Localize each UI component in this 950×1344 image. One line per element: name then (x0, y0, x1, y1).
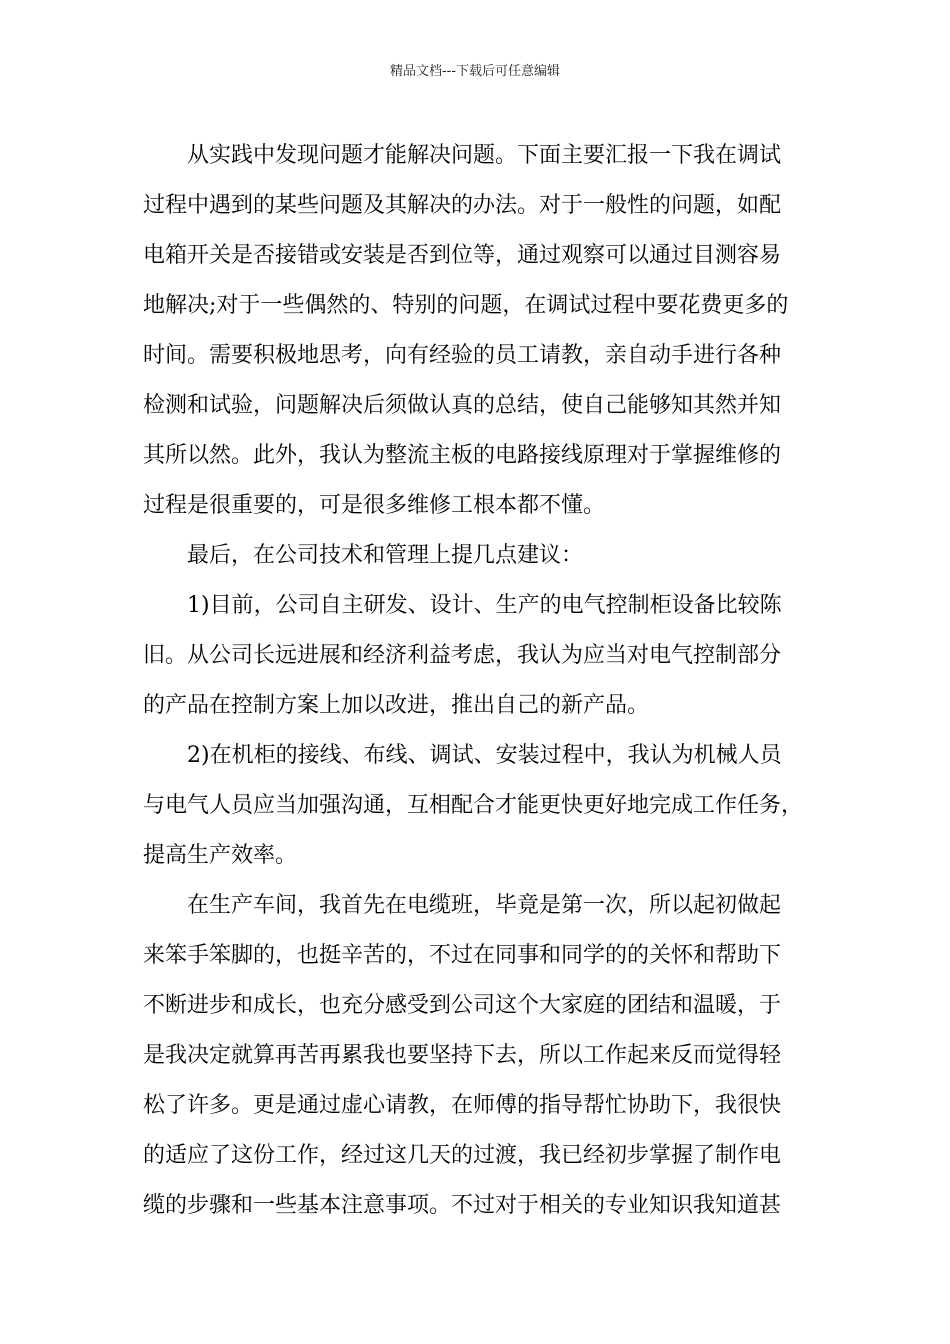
text-line: 过程是很重要的，可是很多维修工根本都不懂。 (143, 493, 606, 518)
text-line: 松了许多。更是通过虚心请教，在师傅的指导帮忙协助下，我很快 (143, 1093, 782, 1118)
text-line: 过程中遇到的某些问题及其解决的办法。对于一般性的问题，如配 (143, 193, 782, 218)
text-line: 来笨手笨脚的，也挺辛苦的，不过在同事和同学的的关怀和帮助下 (143, 943, 782, 968)
text-line: 的产品在控制方案上加以改进，推出自己的新产品。 (143, 693, 650, 718)
page-header: 精品文档---下载后可任意编辑 (389, 64, 561, 79)
text-line: 是我决定就算再苦再累我也要坚持下去，所以工作起来反而觉得轻 (143, 1043, 782, 1068)
text-line: 2)在机柜的接线、布线、调试、安装过程中，我认为机械人员 (187, 743, 782, 768)
text-line: 最后，在公司技术和管理上提几点建议： (187, 543, 584, 568)
text-line: 在生产车间，我首先在电缆班，毕竟是第一次，所以起初做起 (187, 893, 782, 918)
text-line: 不断进步和成长，也充分感受到公司这个大家庭的团结和温暖，于 (143, 993, 782, 1018)
text-line: 1)目前，公司自主研发、设计、生产的电气控制柜设备比较陈 (187, 593, 782, 618)
text-line: 的适应了这份工作，经过这几天的过渡，我已经初步掌握了制作电 (143, 1143, 782, 1168)
text-line: 其所以然。此外，我认为整流主板的电路接线原理对于掌握维修的 (143, 443, 782, 468)
text-line: 时间。需要积极地思考，向有经验的员工请教，亲自动手进行各种 (143, 343, 782, 368)
text-line: 地解决;对于一些偶然的、特别的问题，在调试过程中要花费更多的 (143, 293, 789, 318)
text-line: 与电气人员应当加强沟通，互相配合才能更快更好地完成工作任务， (143, 793, 804, 818)
text-line: 电箱开关是否接错或安装是否到位等，通过观察可以通过目测容易 (143, 243, 782, 268)
document-body (143, 131, 807, 1231)
text-line: 旧。从公司长远进展和经济利益考虑，我认为应当对电气控制部分 (143, 643, 782, 668)
text-line: 提高生产效率。 (143, 843, 298, 868)
text-line: 缆的步骤和一些基本注意事项。不过对于相关的专业知识我知道甚 (143, 1193, 782, 1218)
text-line: 从实践中发现问题才能解决问题。下面主要汇报一下我在调试 (187, 143, 782, 168)
text-line: 检测和试验，问题解决后须做认真的总结，使自己能够知其然并知 (143, 393, 782, 418)
